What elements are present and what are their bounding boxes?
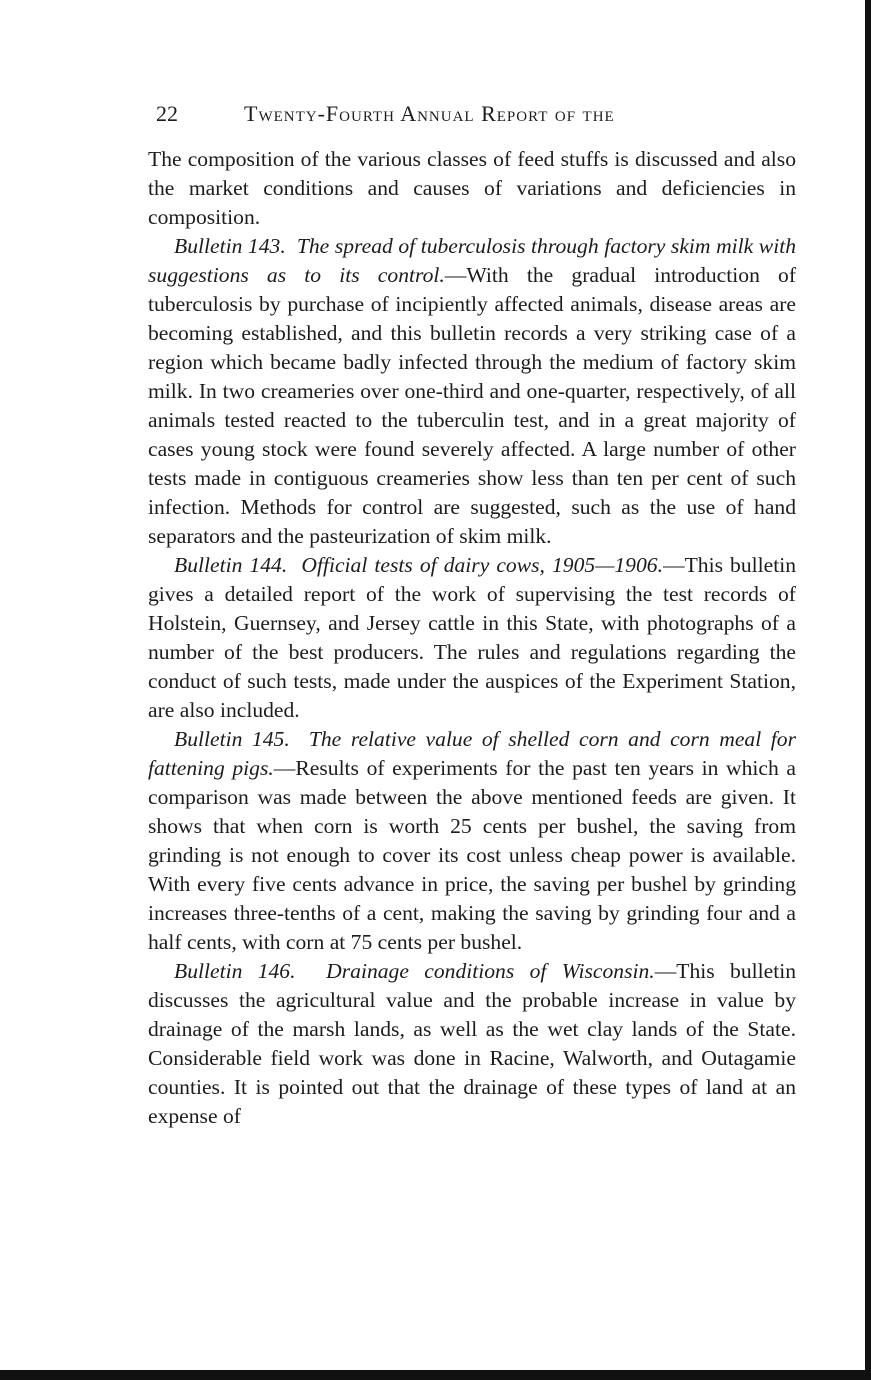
bulletin-title: Drainage conditions of Wisconsin. bbox=[326, 959, 655, 983]
body-text bbox=[148, 145, 796, 1131]
scan-border-bottom bbox=[0, 1370, 871, 1380]
bulletin-ref: Bulletin 144. bbox=[174, 553, 288, 577]
bulletin-ref: Bulletin 143. bbox=[174, 234, 286, 258]
bulletin-title: The relative value of shelled corn and corn meal for fattening pigs. bbox=[148, 727, 796, 780]
paragraph-text: The composition of the various classes of feed stuffs is discussed and also the market conditions and causes of variations and deficiencies in composition. bbox=[148, 147, 796, 229]
paragraph-text: —This bulletin gives a detailed report of the work of supervising the test records of Holstein, Guernsey, and Jersey cattle in this State, with photographs of a number of the best producers. The rules and regulations regarding the conduct of such tests, made under the auspices of the Experiment Station, are also included. bbox=[148, 553, 797, 722]
scan-border-right bbox=[865, 0, 871, 1380]
paragraph-text: —This bulletin discusses the agricultural value and the probable increase in value by drainage of the marsh lands, as well as the wet clay lands of the State. Considerable field work was done in Racine, Walworth, and Outagamie counties. It is pointed out that the drainage of these types of land at an expense of bbox=[148, 959, 796, 1128]
paragraph-bulletin-144 bbox=[148, 551, 796, 725]
paragraph-bulletin-145 bbox=[148, 725, 796, 957]
page-number: 22 bbox=[156, 101, 178, 126]
bulletin-title: The spread of tuberculosis through factory skim milk with suggestions as to its control. bbox=[148, 234, 797, 287]
paragraph-intro bbox=[148, 145, 796, 232]
document-page bbox=[148, 95, 796, 1131]
running-header bbox=[148, 95, 796, 135]
paragraph-text: —With the gradual introduction of tuberculosis by purchase of incipiently affected animals, disease areas are becoming established, and this bulletin records a very striking case of a region which became badly infected through the medium of factory skim milk. In two creameries over one-third and one-quarter, respectively, of all animals tested reacted to the tuberculin test, and in a great majority of cases young stock were found severely affected. A large number of other tests made in contiguous creameries show less than ten per cent of such infection. Methods for control are suggested, such as the use of hand separators and the pasteurization of skim milk. bbox=[148, 263, 797, 548]
paragraph-bulletin-143 bbox=[148, 232, 796, 551]
bulletin-ref: Bulletin 146. bbox=[174, 959, 296, 983]
bulletin-ref: Bulletin 145. bbox=[174, 727, 290, 751]
paragraph-text: —Results of experiments for the past ten years in which a comparison was made between the above mentioned feeds are given. It shows that when corn is worth 25 cents per bushel, the saving from grinding is not enough to cover its cost unless cheap power is available. With every five cents advance in price, the saving per bushel by grinding increases three-tenths of a cent, making the saving by grinding four and a half cents, with corn at 75 cents per bushel. bbox=[148, 756, 796, 954]
paragraph-bulletin-146 bbox=[148, 957, 796, 1131]
running-title: Twenty-Fourth Annual Report of the bbox=[244, 101, 615, 126]
bulletin-title: Official tests of dairy cows, 1905—1906. bbox=[301, 553, 663, 577]
